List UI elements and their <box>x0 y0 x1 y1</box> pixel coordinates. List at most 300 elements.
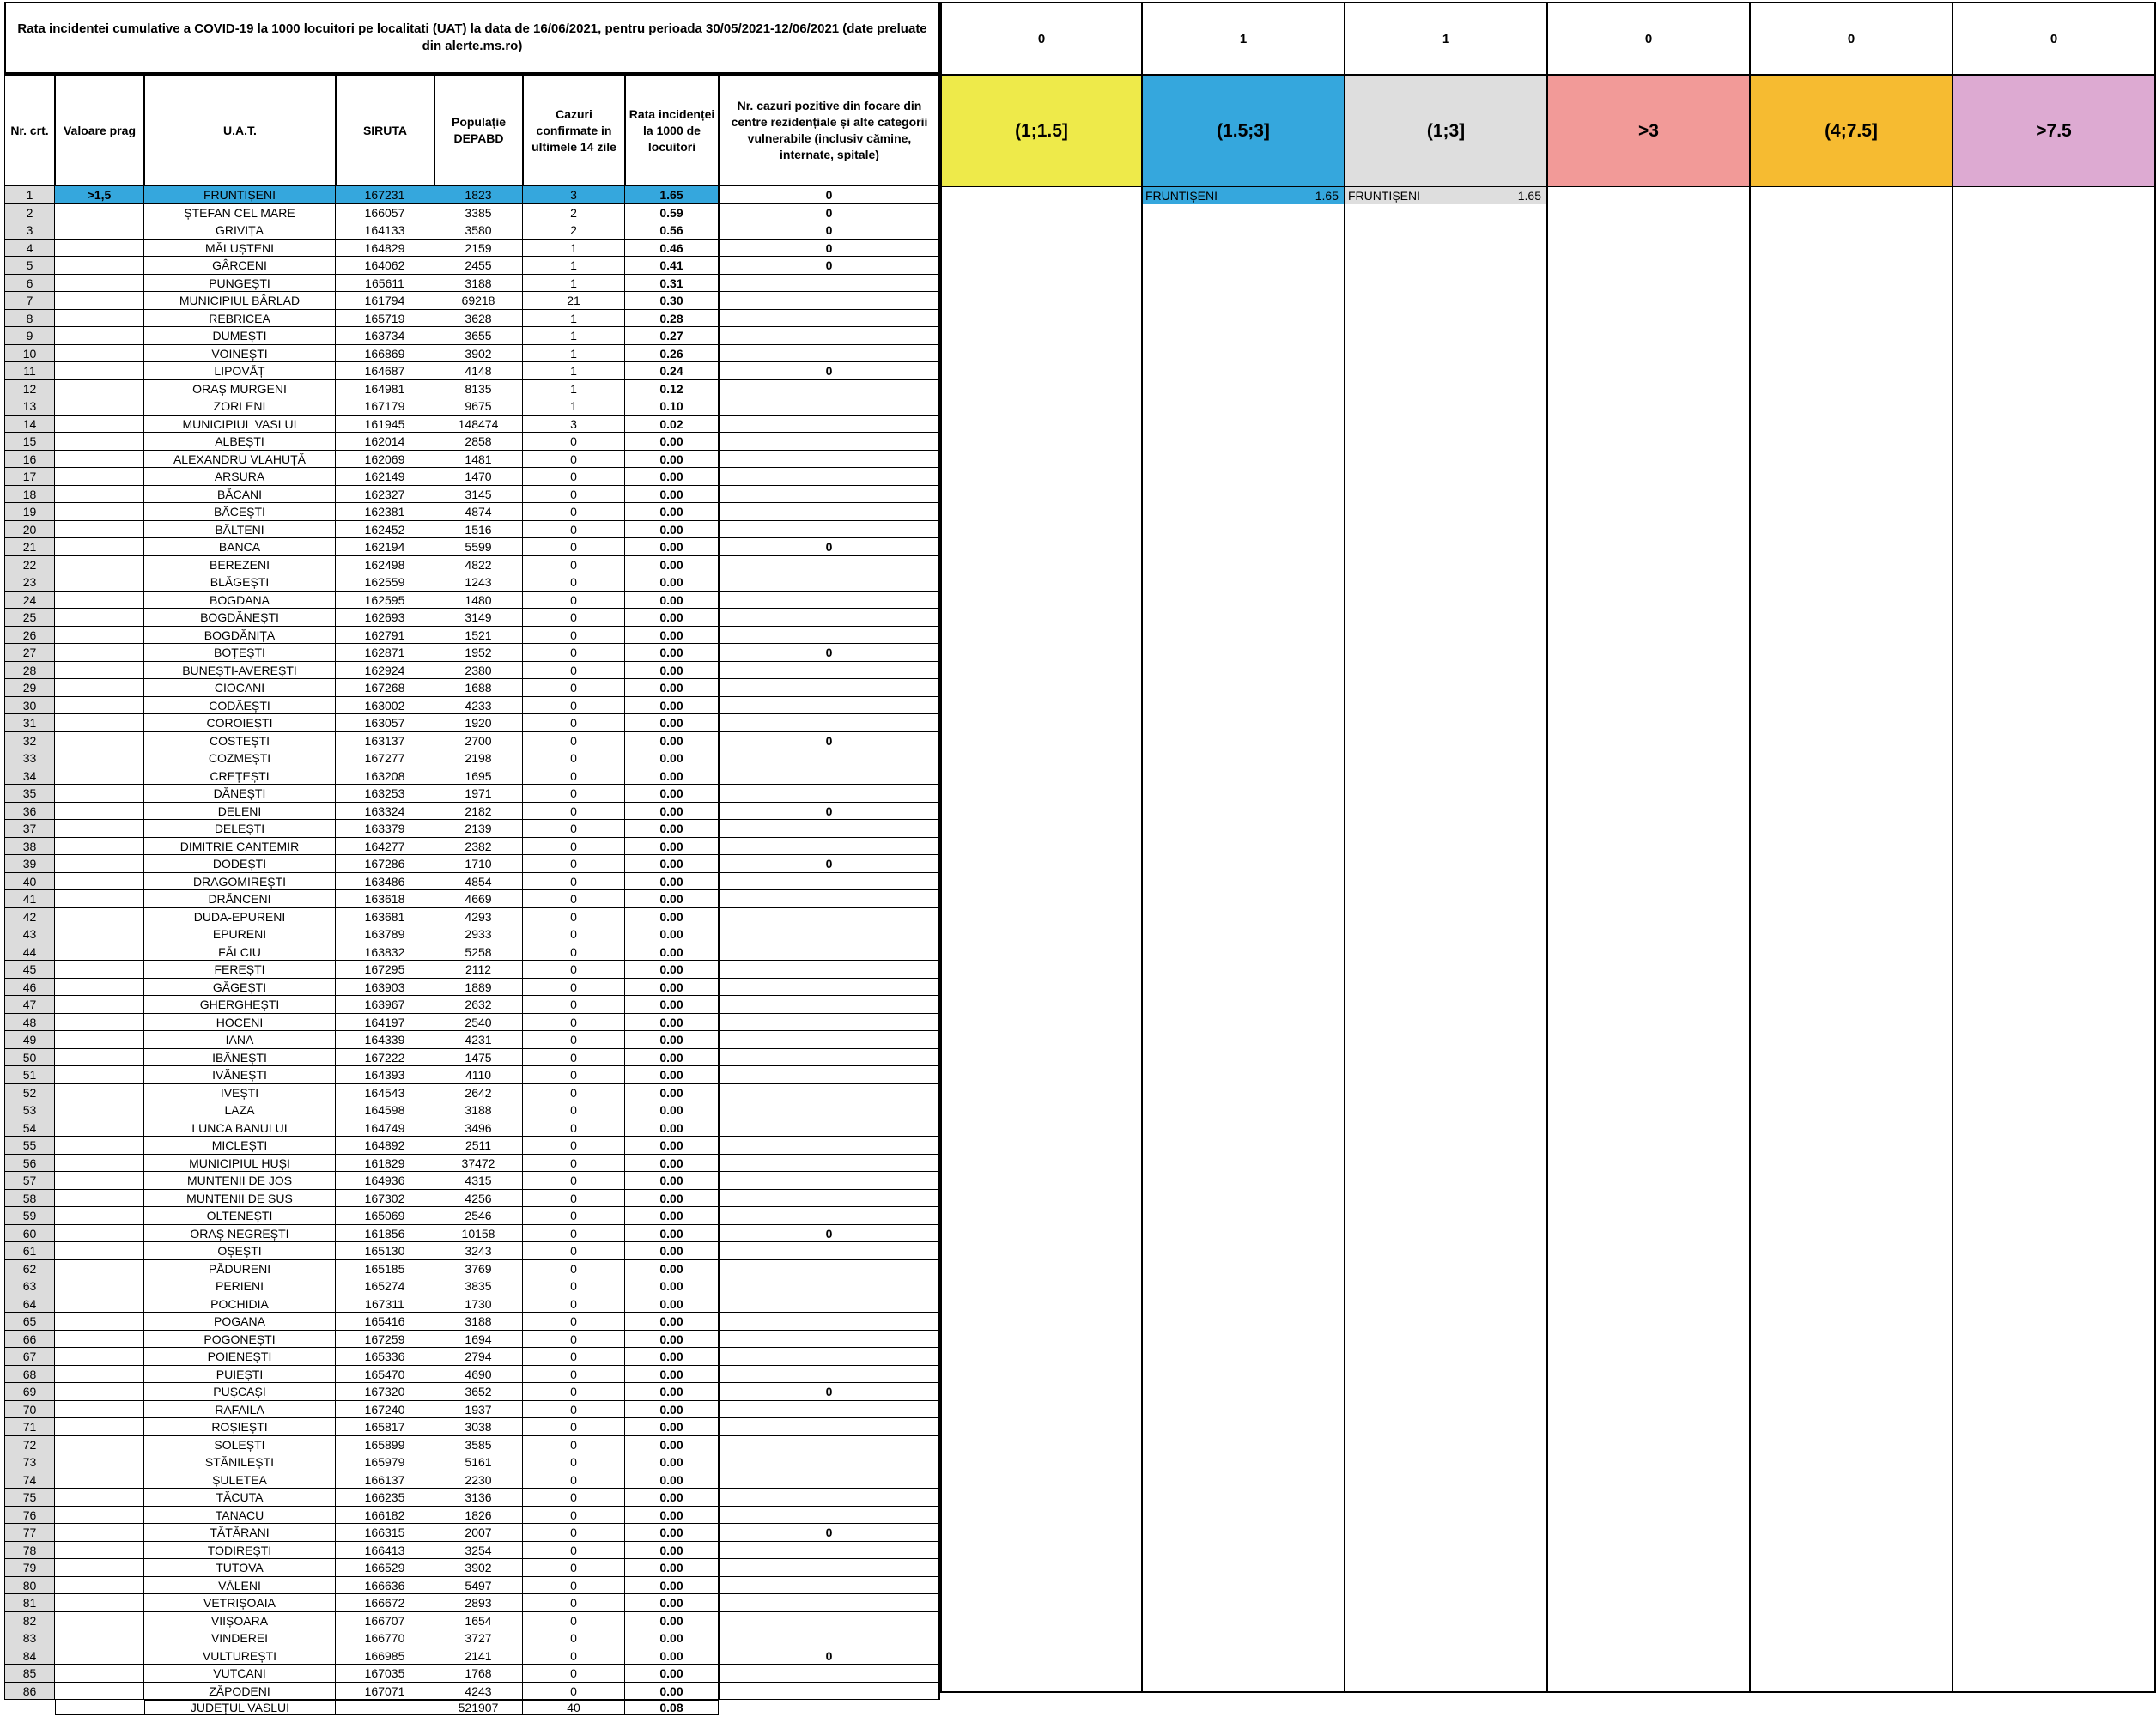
row-cazuri: 0 <box>523 1242 625 1260</box>
row-uat: BĂCEȘTI <box>144 503 336 521</box>
row-uat: ORAȘ MURGENI <box>144 380 336 398</box>
row-number: 7 <box>4 292 55 310</box>
table-row <box>4 1014 940 1032</box>
row-cazuri: 0 <box>523 1577 625 1595</box>
row-siruta: 162871 <box>336 644 434 662</box>
row-focare <box>719 1612 940 1630</box>
row-prag <box>55 397 144 416</box>
row-focare <box>719 1031 940 1049</box>
row-cazuri: 0 <box>523 1331 625 1349</box>
row-prag <box>55 697 144 715</box>
row-prag <box>55 627 144 645</box>
row-cazuri: 0 <box>523 1647 625 1665</box>
row-siruta: 167231 <box>336 186 434 204</box>
row-prag <box>55 1453 144 1471</box>
row-uat: LUNCA BANULUI <box>144 1119 336 1138</box>
row-uat: STĂNILEȘTI <box>144 1453 336 1471</box>
row-siruta: 167035 <box>336 1665 434 1683</box>
category-label: (1;1.5] <box>942 76 1141 187</box>
header-rata: Rata incidenței la 1000 de locuitori <box>625 74 719 186</box>
row-rata: 0.00 <box>625 1242 719 1260</box>
category-entry-value: 1.65 <box>1315 189 1339 203</box>
row-rata: 0.00 <box>625 1313 719 1331</box>
row-siruta: 162595 <box>336 592 434 610</box>
row-siruta: 163137 <box>336 732 434 750</box>
row-focare <box>719 1489 940 1507</box>
row-number: 56 <box>4 1155 55 1173</box>
row-populatie: 4315 <box>434 1172 523 1190</box>
row-populatie: 1470 <box>434 468 523 486</box>
row-focare <box>719 503 940 521</box>
row-siruta: 165899 <box>336 1436 434 1454</box>
row-siruta: 164197 <box>336 1014 434 1032</box>
row-cazuri: 0 <box>523 1137 625 1155</box>
row-prag <box>55 1418 144 1436</box>
row-number: 47 <box>4 996 55 1014</box>
row-number: 26 <box>4 627 55 645</box>
row-cazuri: 0 <box>523 1207 625 1225</box>
row-focare <box>719 397 940 416</box>
row-populatie: 148474 <box>434 416 523 434</box>
row-prag <box>55 1049 144 1067</box>
row-focare <box>719 1559 940 1577</box>
row-focare <box>719 1155 940 1173</box>
row-rata: 0.00 <box>625 1260 719 1278</box>
row-siruta: 163789 <box>336 925 434 943</box>
total-siruta <box>336 1700 434 1715</box>
category-count: 0 <box>1953 3 2154 76</box>
row-focare <box>719 749 940 767</box>
row-prag <box>55 1331 144 1349</box>
row-uat: MĂLUȘTENI <box>144 240 336 258</box>
row-number: 6 <box>4 275 55 293</box>
row-uat: ROȘIEȘTI <box>144 1418 336 1436</box>
row-populatie: 2700 <box>434 732 523 750</box>
table-row <box>4 1665 940 1683</box>
row-siruta: 163379 <box>336 820 434 838</box>
row-prag <box>55 1014 144 1032</box>
row-siruta: 164749 <box>336 1119 434 1138</box>
row-rata: 0.00 <box>625 1629 719 1647</box>
row-cazuri: 1 <box>523 240 625 258</box>
row-focare <box>719 943 940 962</box>
table-row <box>4 1542 940 1560</box>
row-siruta: 166869 <box>336 345 434 363</box>
row-prag <box>55 1172 144 1190</box>
row-number: 53 <box>4 1101 55 1119</box>
row-populatie: 4148 <box>434 362 523 380</box>
row-focare <box>719 714 940 732</box>
row-cazuri: 0 <box>523 1683 625 1701</box>
table-row <box>4 292 940 310</box>
table-row <box>4 1049 940 1067</box>
row-focare <box>719 275 940 293</box>
row-cazuri: 0 <box>523 1629 625 1647</box>
table-row <box>4 362 940 380</box>
table-row <box>4 1190 940 1208</box>
row-rata: 0.00 <box>625 609 719 627</box>
row-focare <box>719 468 940 486</box>
row-prag <box>55 1137 144 1155</box>
category-label: (1.5;3] <box>1143 76 1344 187</box>
row-number: 59 <box>4 1207 55 1225</box>
row-focare <box>719 1507 940 1525</box>
row-cazuri: 0 <box>523 820 625 838</box>
row-populatie: 1826 <box>434 1507 523 1525</box>
row-siruta: 166182 <box>336 1507 434 1525</box>
table-row <box>4 609 940 627</box>
row-focare <box>719 979 940 997</box>
row-rata: 0.00 <box>625 468 719 486</box>
row-cazuri: 0 <box>523 1225 625 1243</box>
row-siruta: 164277 <box>336 838 434 856</box>
row-siruta: 162693 <box>336 609 434 627</box>
row-focare <box>719 1453 940 1471</box>
row-siruta: 163002 <box>336 697 434 715</box>
row-populatie: 2139 <box>434 820 523 838</box>
table-row <box>4 397 940 416</box>
row-focare <box>719 1577 940 1595</box>
row-focare <box>719 1629 940 1647</box>
row-prag <box>55 1542 144 1560</box>
row-rata: 0.00 <box>625 1559 719 1577</box>
row-rata: 0.00 <box>625 890 719 908</box>
row-number: 81 <box>4 1594 55 1612</box>
row-populatie: 3243 <box>434 1242 523 1260</box>
row-siruta: 163618 <box>336 890 434 908</box>
row-populatie: 4690 <box>434 1366 523 1384</box>
row-number: 65 <box>4 1313 55 1331</box>
row-focare <box>719 767 940 786</box>
category-list <box>942 187 1141 1691</box>
row-siruta: 165470 <box>336 1366 434 1384</box>
row-focare <box>719 679 940 697</box>
row-siruta: 166636 <box>336 1577 434 1595</box>
row-number: 66 <box>4 1331 55 1349</box>
table-row <box>4 433 940 451</box>
row-populatie: 2198 <box>434 749 523 767</box>
row-prag <box>55 1559 144 1577</box>
row-prag <box>55 1436 144 1454</box>
row-cazuri: 0 <box>523 1190 625 1208</box>
row-prag <box>55 644 144 662</box>
row-number: 34 <box>4 767 55 786</box>
table-row <box>4 732 940 750</box>
row-cazuri: 0 <box>523 803 625 821</box>
row-populatie: 2382 <box>434 838 523 856</box>
row-number: 46 <box>4 979 55 997</box>
row-rata: 0.00 <box>625 1577 719 1595</box>
row-prag <box>55 1383 144 1401</box>
row-prag <box>55 767 144 786</box>
row-uat: ALBEȘTI <box>144 433 336 451</box>
row-rata: 0.00 <box>625 908 719 926</box>
row-focare <box>719 1207 940 1225</box>
uat-table-body <box>4 186 940 1700</box>
table-row <box>4 1260 940 1278</box>
row-populatie: 1823 <box>434 186 523 204</box>
row-rata: 0.00 <box>625 1049 719 1067</box>
row-uat: MICLEȘTI <box>144 1137 336 1155</box>
row-uat: IVEȘTI <box>144 1084 336 1102</box>
table-row <box>4 1348 940 1366</box>
row-uat: GHERGHEȘTI <box>144 996 336 1014</box>
row-rata: 0.00 <box>625 486 719 504</box>
row-siruta: 164936 <box>336 1172 434 1190</box>
row-cazuri: 0 <box>523 609 625 627</box>
row-prag <box>55 1629 144 1647</box>
table-row <box>4 521 940 539</box>
row-populatie: 4822 <box>434 556 523 574</box>
row-siruta: 164598 <box>336 1101 434 1119</box>
category-count: 1 <box>1345 3 1546 76</box>
row-focare <box>719 1401 940 1419</box>
row-uat: EPURENI <box>144 925 336 943</box>
row-focare <box>719 451 940 469</box>
row-cazuri: 0 <box>523 925 625 943</box>
table-row <box>4 1137 940 1155</box>
row-rata: 0.00 <box>625 1172 719 1190</box>
table-row <box>4 1577 940 1595</box>
row-focare <box>719 890 940 908</box>
row-rata: 0.00 <box>625 521 719 539</box>
table-row <box>4 451 940 469</box>
category-count: 1 <box>1143 3 1344 76</box>
row-number: 78 <box>4 1542 55 1560</box>
row-prag <box>55 521 144 539</box>
row-populatie: 3188 <box>434 275 523 293</box>
row-focare <box>719 521 940 539</box>
row-rata: 0.00 <box>625 573 719 592</box>
row-rata: 0.00 <box>625 1436 719 1454</box>
row-prag <box>55 925 144 943</box>
row-uat: TANACU <box>144 1507 336 1525</box>
category-list <box>1953 187 2154 1691</box>
table-row <box>4 1242 940 1260</box>
row-populatie: 3145 <box>434 486 523 504</box>
row-focare: 0 <box>719 204 940 222</box>
row-uat: BOGDANA <box>144 592 336 610</box>
row-cazuri: 0 <box>523 908 625 926</box>
row-focare <box>719 1066 940 1084</box>
category-entry-value: 1.65 <box>1517 189 1541 203</box>
row-focare <box>719 1683 940 1701</box>
row-cazuri: 0 <box>523 644 625 662</box>
row-rata: 0.59 <box>625 204 719 222</box>
row-rata: 0.00 <box>625 1225 719 1243</box>
row-rata: 0.00 <box>625 1155 719 1173</box>
row-uat: TUTOVA <box>144 1559 336 1577</box>
row-rata: 0.10 <box>625 397 719 416</box>
row-number: 30 <box>4 697 55 715</box>
row-cazuri: 21 <box>523 292 625 310</box>
row-number: 17 <box>4 468 55 486</box>
row-focare <box>719 1277 940 1295</box>
row-cazuri: 0 <box>523 1119 625 1138</box>
row-prag <box>55 345 144 363</box>
row-focare <box>719 1665 940 1683</box>
row-siruta: 166137 <box>336 1471 434 1489</box>
row-rata: 0.00 <box>625 556 719 574</box>
row-rata: 0.00 <box>625 1401 719 1419</box>
row-siruta: 162381 <box>336 503 434 521</box>
row-siruta: 165416 <box>336 1313 434 1331</box>
row-siruta: 167268 <box>336 679 434 697</box>
total-rata: 0.08 <box>625 1700 719 1715</box>
row-number: 31 <box>4 714 55 732</box>
row-rata: 0.00 <box>625 943 719 962</box>
row-uat: POCHIDIA <box>144 1295 336 1314</box>
row-focare <box>719 1471 940 1489</box>
row-populatie: 2642 <box>434 1084 523 1102</box>
row-focare <box>719 327 940 345</box>
row-cazuri: 0 <box>523 979 625 997</box>
row-siruta: 164133 <box>336 221 434 240</box>
row-siruta: 167240 <box>336 1401 434 1419</box>
row-number: 8 <box>4 310 55 328</box>
row-uat: MUNICIPIUL VASLUI <box>144 416 336 434</box>
row-focare <box>719 785 940 803</box>
row-prag <box>55 362 144 380</box>
row-populatie: 1710 <box>434 855 523 873</box>
row-cazuri: 0 <box>523 838 625 856</box>
header-valoare-prag: Valoare prag <box>55 74 144 186</box>
row-uat: ZĂPODENI <box>144 1683 336 1701</box>
row-focare <box>719 573 940 592</box>
row-focare <box>719 1366 940 1384</box>
row-focare <box>719 1190 940 1208</box>
row-prag <box>55 1155 144 1173</box>
row-uat: DĂNEȘTI <box>144 785 336 803</box>
row-cazuri: 0 <box>523 1383 625 1401</box>
row-uat: COSTEȘTI <box>144 732 336 750</box>
row-rata: 0.28 <box>625 310 719 328</box>
row-cazuri: 0 <box>523 767 625 786</box>
row-number: 29 <box>4 679 55 697</box>
table-row <box>4 204 940 222</box>
row-prag <box>55 468 144 486</box>
category-list <box>1143 187 1344 1691</box>
row-uat: OȘEȘTI <box>144 1242 336 1260</box>
row-number: 70 <box>4 1401 55 1419</box>
row-siruta: 167286 <box>336 855 434 873</box>
table-row <box>4 996 940 1014</box>
row-populatie: 1971 <box>434 785 523 803</box>
row-prag <box>55 679 144 697</box>
row-prag <box>55 310 144 328</box>
header-cazuri: Cazuri confirmate in ultimele 14 zile <box>523 74 625 186</box>
row-uat: CODĂEȘTI <box>144 697 336 715</box>
row-rata: 0.00 <box>625 1366 719 1384</box>
row-populatie: 2540 <box>434 1014 523 1032</box>
row-uat: POIENEȘTI <box>144 1348 336 1366</box>
table-row <box>4 1489 940 1507</box>
row-prag <box>55 855 144 873</box>
row-populatie: 1768 <box>434 1665 523 1683</box>
row-cazuri: 0 <box>523 1471 625 1489</box>
row-siruta: 163324 <box>336 803 434 821</box>
row-number: 54 <box>4 1119 55 1138</box>
row-number: 73 <box>4 1453 55 1471</box>
row-siruta: 162498 <box>336 556 434 574</box>
row-rata: 0.00 <box>625 749 719 767</box>
row-focare: 0 <box>719 240 940 258</box>
row-populatie: 3136 <box>434 1489 523 1507</box>
row-number: 72 <box>4 1436 55 1454</box>
row-number: 67 <box>4 1348 55 1366</box>
row-uat: FĂLCIU <box>144 943 336 962</box>
report-title: Rata incidentei cumulative a COVID-19 la 1000 locuitori pe localitati (UAT) la data de 16/06/2021, pentru perioada 30/05/2021-12/06/2021 (date preluate din alerte.ms.ro) <box>4 2 940 74</box>
table-row <box>4 943 940 962</box>
row-focare <box>719 1594 940 1612</box>
row-uat: HOCENI <box>144 1014 336 1032</box>
table-row <box>4 1629 940 1647</box>
category-panel <box>940 2 1143 1693</box>
row-prag <box>55 1277 144 1295</box>
row-siruta: 165979 <box>336 1453 434 1471</box>
row-focare: 0 <box>719 186 940 204</box>
row-prag <box>55 1101 144 1119</box>
table-row <box>4 749 940 767</box>
table-row <box>4 644 940 662</box>
row-uat: MUNICIPIUL BÂRLAD <box>144 292 336 310</box>
row-siruta: 167277 <box>336 749 434 767</box>
row-number: 28 <box>4 662 55 680</box>
table-row <box>4 767 940 786</box>
row-focare <box>719 820 940 838</box>
row-focare <box>719 1242 940 1260</box>
row-rata: 0.00 <box>625 820 719 838</box>
row-siruta: 165817 <box>336 1418 434 1436</box>
row-uat: DRAGOMIREȘTI <box>144 873 336 891</box>
row-siruta: 166057 <box>336 204 434 222</box>
category-list <box>1548 187 1749 1691</box>
row-number: 13 <box>4 397 55 416</box>
row-populatie: 2182 <box>434 803 523 821</box>
row-populatie: 3038 <box>434 1418 523 1436</box>
row-cazuri: 0 <box>523 556 625 574</box>
row-focare <box>719 1119 940 1138</box>
row-focare: 0 <box>719 362 940 380</box>
row-populatie: 4256 <box>434 1190 523 1208</box>
row-uat: POGONEȘTI <box>144 1331 336 1349</box>
row-prag <box>55 1225 144 1243</box>
table-row <box>4 1031 940 1049</box>
table-row <box>4 908 940 926</box>
row-rata: 0.00 <box>625 1295 719 1314</box>
category-label: >7.5 <box>1953 76 2154 187</box>
row-populatie: 1516 <box>434 521 523 539</box>
row-rata: 0.31 <box>625 275 719 293</box>
row-prag <box>55 838 144 856</box>
row-uat: REBRICEA <box>144 310 336 328</box>
row-prag <box>55 714 144 732</box>
table-row <box>4 890 940 908</box>
row-prag <box>55 1471 144 1489</box>
row-rata: 0.30 <box>625 292 719 310</box>
row-populatie: 2141 <box>434 1647 523 1665</box>
row-rata: 0.00 <box>625 1594 719 1612</box>
row-uat: DIMITRIE CANTEMIR <box>144 838 336 856</box>
row-focare <box>719 1295 940 1314</box>
row-prag <box>55 221 144 240</box>
row-populatie: 1481 <box>434 451 523 469</box>
row-populatie: 9675 <box>434 397 523 416</box>
category-entry-name: FRUNTIȘENI <box>1145 189 1218 203</box>
row-number: 45 <box>4 961 55 979</box>
row-rata: 0.56 <box>625 221 719 240</box>
row-number: 51 <box>4 1066 55 1084</box>
